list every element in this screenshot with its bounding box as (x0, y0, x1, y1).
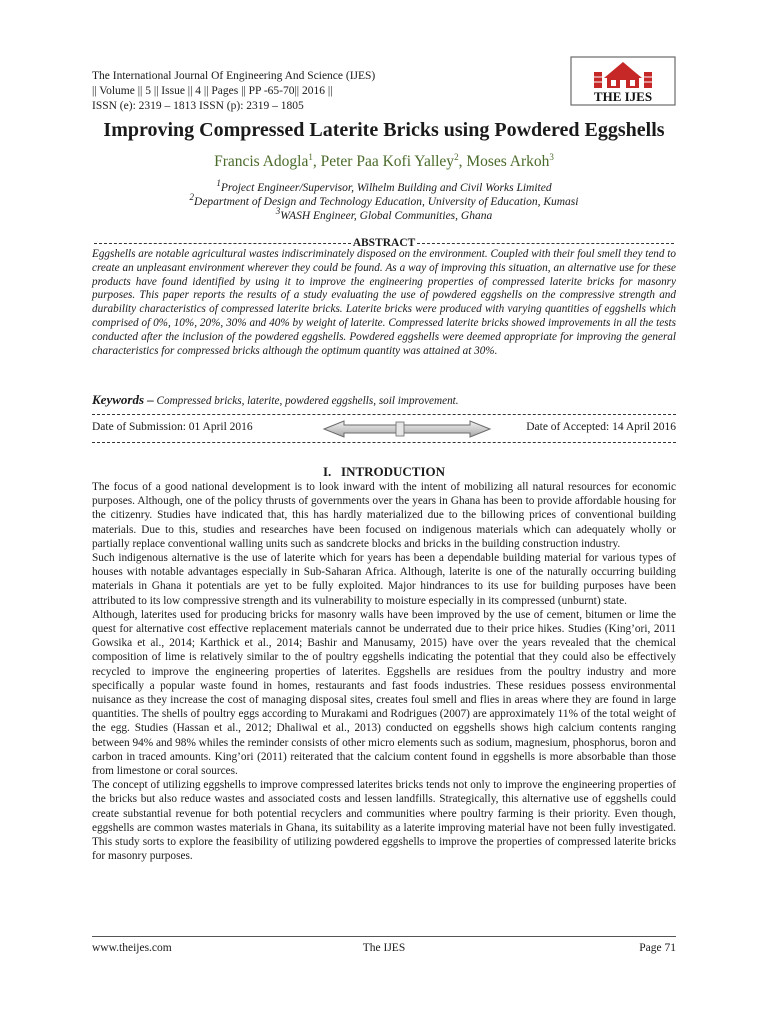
affiliation-mark: 3 (275, 206, 281, 216)
author-mark: 1 (308, 152, 313, 162)
author-name: Francis Adogla (214, 153, 309, 171)
introduction-body (92, 480, 676, 863)
footer-journal: The IJES (362, 942, 406, 954)
author-name: Peter Paa Kofi Yalley (320, 153, 455, 171)
section-number: I. (322, 464, 332, 479)
logo-graphic (570, 56, 676, 106)
keywords (92, 392, 676, 408)
submission-date: Date of Submission: 01 April 2016 (92, 421, 253, 433)
affiliation-mark: 2 (189, 192, 195, 202)
author-separator: , (458, 153, 467, 171)
author-list (60, 152, 708, 171)
section-title: INTRODUCTION (341, 464, 446, 479)
footer-rule (92, 936, 676, 937)
dates-row (92, 421, 676, 437)
journal-logo (570, 56, 676, 106)
keywords-label: Keywords – (92, 392, 154, 407)
author-mark: 2 (454, 152, 459, 162)
paragraph: The concept of utilizing eggshells to improve compressed laterites bricks tends not only to improve the engineering properties of the bricks but also reduce wastes and associated costs and lessen landfills. Strategically, this alternative use of eggshells could create substantial revenue for both potential recyclers and communities where poultry farming is their priority. Even though, eggshells are common wastes materials in Ghana, its suitability as a laterite improving material have not been fully investigated. This study sorts to explore the feasibility of utilizing powdered eggshells to improve the properties of compressed laterite bricks for masonry purposes. (92, 779, 676, 863)
affiliation-text: WASH Engineer, Global Communities, Ghana (280, 209, 493, 222)
author-name: Moses Arkoh (466, 153, 550, 171)
accepted-date: Date of Accepted: 14 April 2016 (526, 421, 676, 433)
volume-line: || Volume || 5 || Issue || 4 || Pages || PP -65-70|| 2016 || (92, 85, 333, 97)
double-arrow-icon (322, 419, 492, 439)
abstract-heading: ABSTRACT (352, 237, 416, 249)
paper-title: Improving Compressed Laterite Bricks using Powdered Eggshells (103, 119, 665, 141)
paragraph: The focus of a good national development is to look inward with the intent of mobilizing all natural resources for economic purposes. Although, one of the policy thrusts of governments over the years in Ghana has been to provide affordable housing for the citizenry. Studies have indicated that, this has hardly materialized due to the billowing prices of conventional building materials. Due to this, studies and researches have been focused on indigenous materials which can adequately wholly or partially replace conventional walling units such as sandcrete blocks and bricks in the building construction industry. (92, 481, 676, 550)
issn-line: ISSN (e): 2319 – 1813 ISSN (p): 2319 – 1805 (92, 100, 304, 112)
dashed-rule (417, 243, 674, 244)
author-separator: , (312, 153, 321, 171)
page-footer (92, 942, 676, 956)
paragraph: Although, laterites used for producing bricks for masonry walls have been improved by the use of cement, bitumen or lime the quest for alternative cost effective replacement materials cannot be underrated due to their price hikes. Studies (King’ori, 2011 Gowsika et al., 2014; Karthick et al., 2014; Bashir and Manusamy, 2015) have over the years revealed that the chemical composition of lime is relatively similar to the of poultry eggshells indicating the potential that they could also be effectively recycled to improve the engineering properties of laterites. Eggshells are residues from the poultry industry and more specifically a popular waste found in homes, restaurants and fast foods industries. These residues possess environmental nuisance as they increase the cost of managing disposal sites, creates foul smell and flies in areas where they are found in large quantities. The shells of poultry eggs according to Murakami and Rodrigues (2007) are approximately 11% of the total weight of the egg. Studies (Hassan et al., 2012; Dhaliwal et al., 2013) conducted on eggshells shows high calcium contents ranging between 94% and 98% whiles the reminder consists of other micro elements such as sodium, magnesium, phosphorus, boron and carbon in traced amounts. King’ori (2011) reiterated that the calcium content found in eggshells is more absorbable than those from limestone or coral sources. (92, 608, 676, 778)
section-heading (60, 464, 708, 480)
journal-header (92, 69, 375, 114)
logo-text: THE IJES (593, 89, 653, 104)
author-mark: 3 (549, 152, 554, 162)
dashed-rule (94, 243, 351, 244)
journal-name: The International Journal Of Engineering And Science (IJES) (92, 70, 376, 82)
affiliation-mark: 1 (216, 178, 221, 188)
affiliation-text: Project Engineer/Supervisor, Wilhelm Building and Civil Works Limited (220, 181, 552, 194)
footer-website: www.theijes.com (92, 942, 172, 954)
keywords-text: Compressed bricks, laterite, powdered eggshells, soil improvement. (156, 395, 459, 407)
abstract-text: Eggshells are notable agricultural wastes indiscriminately disposed on the environment. Coupled with their foul smell they tend to create an unpleasant environment wherever they could be found. As a way of improving this situation, an alternative use for these products have found identified by using it to improve the engineering properties of compressed laterite bricks for masonry purposes. This paper reports the results of a study evaluating the use of powdered eggshells on the compressive strength and durability characteristics of compressed laterite bricks. Laterite bricks were produced with varying quantities of eggshells which comprised of 0%, 10%, 20%, 30% and 40% by weight of laterite. Compressed laterite bricks showed improvements in all the tests conducted after the inclusion of the powdered eggshells. Powdered eggshells were deemed appropriate for improving the general characteristics for compressed bricks although the optimum quantity was attained at 30%. (92, 248, 676, 357)
affiliation (60, 206, 708, 222)
paragraph: Such indigenous alternative is the use of laterite which for years has been a dependable building material for various types of houses with notable advantages especially in Sub-Saharan Africa. Although, laterite is one of the naturally occurring building materials in Ghana it potentials are yet to be fully exploited. Major hindrances to its use for building purposes have been attributed to its low compressive strength and its vulnerability to moisture especially in its compressed (unburnt) state. (92, 552, 676, 607)
dashed-separator (92, 442, 676, 443)
page-number: Page 71 (639, 942, 676, 954)
affiliation-text: Department of Design and Technology Education, University of Education, Kumasi (194, 195, 579, 208)
dashed-separator (92, 414, 676, 415)
